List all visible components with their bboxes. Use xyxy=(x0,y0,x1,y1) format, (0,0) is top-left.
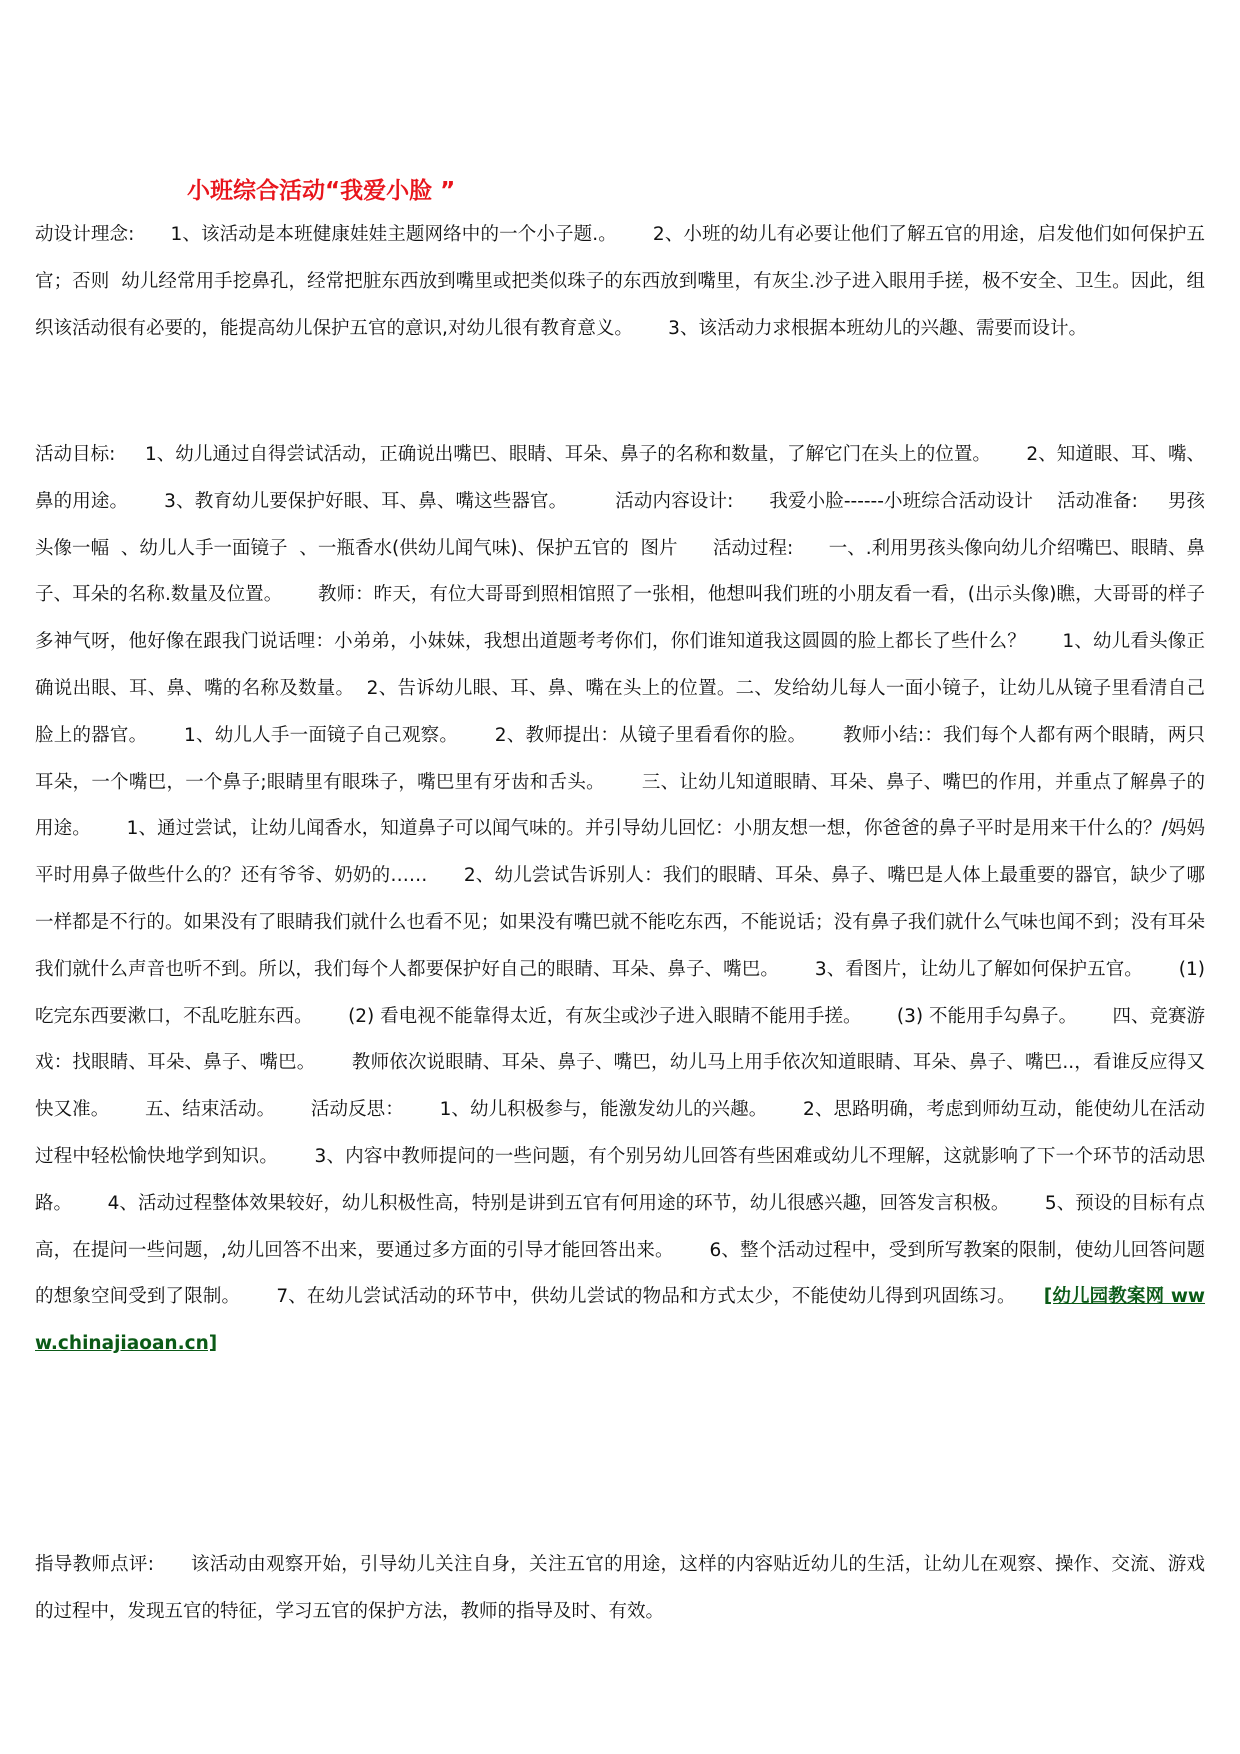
document-title: 小班综合活动“我爱小脸 ” xyxy=(187,178,456,204)
main-body-paragraph xyxy=(35,432,1211,1368)
site-link[interactable]: [幼儿园教案网 www.chinajiaoan.cn] xyxy=(35,1286,1206,1355)
main-body-text: 活动目标: 1、幼儿通过自得尝试活动，正确说出嘴巴、眼睛、耳朵、鼻子的名称和数量，了解它门在头上的位置。 2、知道眼、耳、嘴、鼻的用途。 3、教育幼儿要保护好眼、耳、鼻、嘴这些器官。 活动内容设计: 我爱小脸------小班综合活动设计 活动准备: 男孩头像一幅 、幼儿人手一面镜子 、一瓶香水(供幼儿闻气味)、保护五官的 图片 活动过程: 一、.利用男孩头像向幼儿介绍嘴巴、眼睛、鼻子、耳朵的名称.数量及位置。 教师：昨天，有位大哥哥到照相馆照了一张相，他想叫我们班的小朋友看一看，(出示头像)瞧，大哥哥的样子多神气呀，他好像在跟我门说话哩：小弟弟，小妹妹，我想出道题考考你们，你们谁知道我这圆圆的脸上都长了些什么？ 1、幼儿看头像正确说出眼、耳、鼻、嘴的名称及数量。 2、告诉幼儿眼、耳、鼻、嘴在头上的位置。二、发给幼儿每人一面小镜子，让幼儿从镜子里看清自己脸上的器官。 1、幼儿人手一面镜子自己观察。 2、教师提出：从镜子里看看你的脸。 教师小结:：我们每个人都有两个眼睛，两只耳朵，一个嘴巴，一个鼻子;眼睛里有眼珠子，嘴巴里有牙齿和舌头。 三、让幼儿知道眼睛、耳朵、鼻子、嘴巴的作用，并重点了解鼻子的用途。 1、通过尝试，让幼儿闻香水，知道鼻子可以闻气味的。并引导幼儿回忆：小朋友想一想，你爸爸的鼻子平时是用来干什么的？/妈妈平时用鼻子做些什么的？还有爷爷、奶奶的…… 2、幼儿尝试告诉别人：我们的眼睛、耳朵、鼻子、嘴巴是人体上最重要的器官，缺少了哪一样都是不行的。如果没有了眼睛我们就什么也看不见；如果没有嘴巴就不能吃东西，不能说话；没有鼻子我们就什么气味也闻不到；没有耳朵我们就什么声音也听不到。所以，我们每个人都要保护好自己的眼睛、耳朵、鼻子、嘴巴。 3、看图片，让幼儿了解如何保护五官。 (1) 吃完东西要漱口，不乱吃脏东西。 (2) 看电视不能靠得太近，有灰尘或沙子进入眼睛不能用手搓。 (3) 不能用手勾鼻子。 四、竞赛游戏：找眼睛、耳朵、鼻子、嘴巴。 教师依次说眼睛、耳朵、鼻子、嘴巴，幼儿马上用手依次知道眼睛、耳朵、鼻子、嘴巴..，看谁反应得又快又准。 五、结束活动。 活动反思： 1、幼儿积极参与，能激发幼儿的兴趣。 2、思路明确，考虑到师幼互动，能使幼儿在活动过程中轻松愉快地学到知识。 3、内容中教师提问的一些问题，有个别另幼儿回答有些困难或幼儿不理解，这就影响了下一个环节的活动思路。 4、活动过程整体效果较好，幼儿积极性高，特别是讲到五官有何用途的环节，幼儿很感兴趣，回答发言积极。 5、预设的目标有点高，在提问一些问题，,幼儿回答不出来，要通过多方面的引导才能回答出来。 6、整个活动过程中，受到所写教案的限制，使幼儿回答问题的想象空间受到了限制。 7、在幼儿尝试活动的环节中，供幼儿尝试的物品和方式太少，不能使幼儿得到巩固练习。 xyxy=(35,444,1211,1308)
design-concept-paragraph: 动设计理念: 1、该活动是本班健康娃娃主题网络中的一个小子题.。 2、小班的幼儿有必要让他们了解五官的用途，启发他们如何保护五官；否则 幼儿经常用手挖鼻孔，经常把脏东西放到嘴里或把类似珠子的东西放到嘴里，有灰尘.沙子进入眼用手搓，极不安全、卫生。因此，组织该活动很有必要的，能提高幼儿保护五官的意识,对幼儿很有教育意义。 3、该活动力求根据本班幼儿的兴趣、需要而设计。 xyxy=(35,224,1205,339)
teacher-review-paragraph: 指导教师点评: 该活动由观察开始，引导幼儿关注自身，关注五官的用途，这样的内容贴近幼儿的生活，让幼儿在观察、操作、交流、游戏的过程中，发现五官的特征，学习五官的保护方法，教师的指导及时、有效。 xyxy=(35,1554,1205,1622)
